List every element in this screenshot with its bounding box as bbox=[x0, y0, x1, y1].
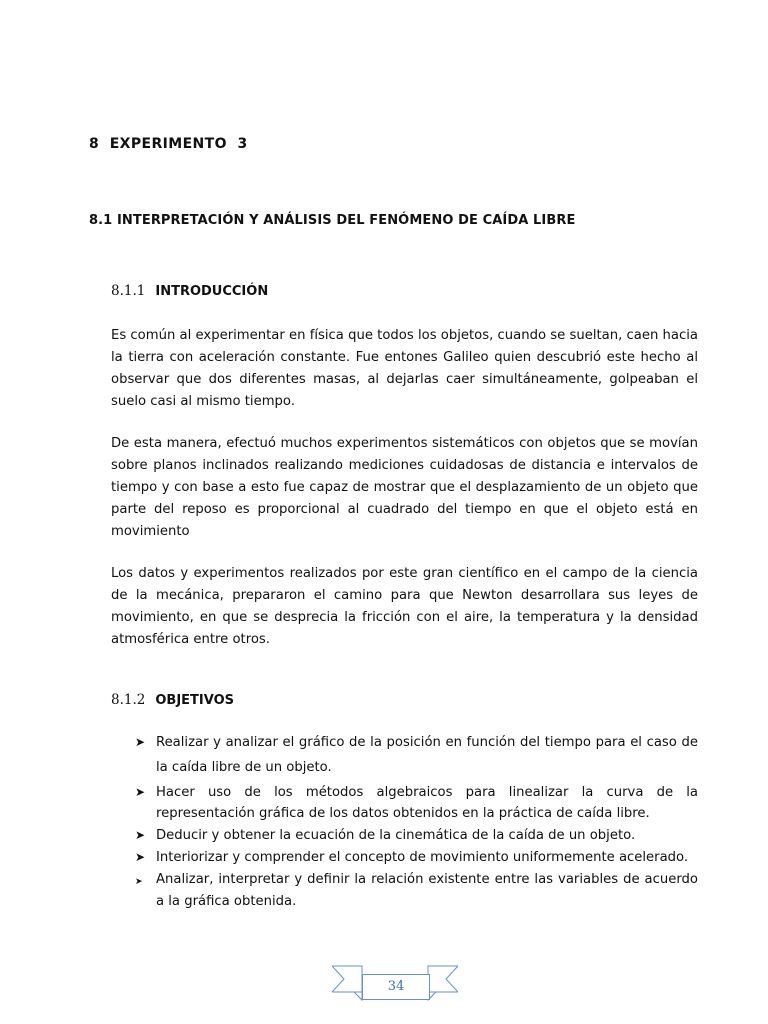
objective-item bbox=[133, 730, 698, 780]
intro-heading-number: 8.1.1 bbox=[111, 283, 146, 299]
objectives-heading-number: 8.1.2 bbox=[111, 692, 146, 708]
arrow-bullet-icon: ➤ bbox=[135, 850, 146, 864]
objective-item bbox=[133, 847, 698, 868]
objective-item bbox=[133, 869, 698, 913]
arrow-bullet-icon: ➤ bbox=[135, 735, 146, 749]
arrow-bullet-icon: ➤ bbox=[135, 828, 146, 842]
intro-heading-title: INTRODUCCIÓN bbox=[155, 284, 269, 299]
intro-heading bbox=[111, 283, 268, 299]
objective-item bbox=[133, 825, 698, 846]
objective-text: Hacer uso de los métodos algebraicos para linealizar la curva de la representación gráfica de los datos obtenidos en la práctica de caída libre. bbox=[156, 785, 698, 821]
objective-text: Analizar, interpretar y definir la relación existente entre las variables de acuerdo a la gráfica obtenida. bbox=[156, 872, 698, 909]
objective-text: Deducir y obtener la ecuación de la cinemática de la caída de un objeto. bbox=[156, 828, 636, 843]
small-arrow-bullet-icon: ➤ bbox=[135, 877, 143, 887]
objective-item bbox=[133, 782, 698, 824]
intro-paragraph-2: De esta manera, efectuó muchos experimentos sistemáticos con objetos que se movían sobre planos inclinados realizando mediciones cuidadosas de distancia e intervalos de tiempo y con base a esto fue capaz de mostrar que el desplazamiento de un objeto que parte del reposo es proporcional al cuadrado del tiempo en que el objeto está en movimiento bbox=[111, 436, 698, 539]
intro-paragraph-3: Los datos y experimentos realizados por este gran científico en el campo de la ciencia de la mecánica, prepararon el camino para que Newton desarrollara sus leyes de movimiento, en que se desprecia la fricción con el aire, la temperatura y la densidad atmosférica entre otros. bbox=[111, 566, 698, 647]
objectives-heading bbox=[111, 692, 234, 708]
objectives-list bbox=[133, 730, 698, 913]
section-heading: 8.1 INTERPRETACIÓN Y ANÁLISIS DEL FENÓMENO DE CAÍDA LIBRE bbox=[89, 213, 576, 228]
arrow-bullet-icon: ➤ bbox=[135, 785, 146, 799]
chapter-heading: 8 EXPERIMENTO 3 bbox=[89, 136, 248, 152]
page-number: 34 bbox=[362, 974, 430, 1000]
objective-text: Interiorizar y comprender el concepto de movimiento uniformemente acelerado. bbox=[156, 850, 689, 865]
objectives-heading-title: OBJETIVOS bbox=[155, 693, 234, 708]
intro-paragraph-1: Es común al experimentar en física que todos los objetos, cuando se sueltan, caen hacia la tierra con aceleración constante. Fue entones Galileo quien descubrió este hecho al observar que dos diferentes masas, al dejarlas caer simultáneamente, golpeaban el suelo casi al mismo tiempo. bbox=[111, 328, 698, 409]
objective-text: Realizar y analizar el gráfico de la posición en función del tiempo para el caso de la caída libre de un objeto. bbox=[156, 735, 698, 775]
